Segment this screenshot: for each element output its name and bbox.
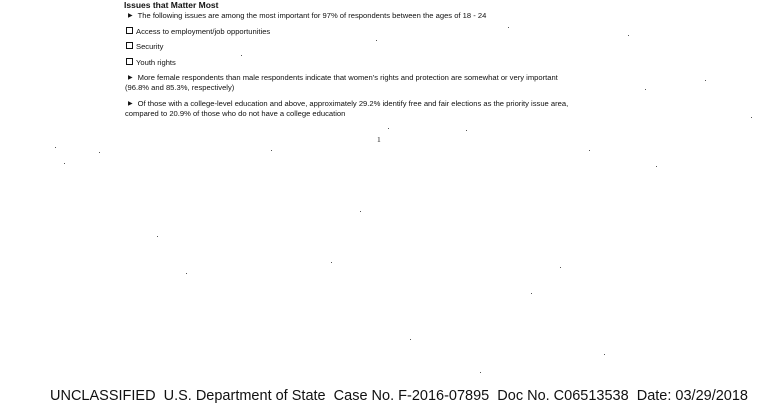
- bullet-text: Of those with a college-level education and above, approximately 29.2% identify free and fair elections as the priority issue area,: [137, 99, 569, 108]
- scan-speck: [751, 117, 752, 118]
- bullet-item-education: [128, 99, 568, 109]
- scan-speck: [55, 147, 56, 148]
- scan-speck: [331, 262, 332, 263]
- checkbox-icon: [126, 27, 133, 34]
- page-number: 1: [377, 135, 381, 144]
- scan-speck: [157, 236, 158, 237]
- scan-speck: [480, 372, 481, 373]
- scan-speck: [241, 55, 242, 56]
- bullet-item-age-issues: [128, 11, 486, 21]
- scan-speck: [99, 152, 100, 153]
- checklist-item-employment: [126, 27, 270, 37]
- checklist-label: Access to employment/job opportunities: [136, 27, 271, 36]
- checkbox-icon: [126, 42, 133, 49]
- scan-speck: [628, 35, 629, 36]
- checklist-label: Security: [136, 42, 164, 51]
- bullet-continuation: (96.8% and 85.3%, respectively): [125, 83, 235, 92]
- scan-speck: [531, 293, 532, 294]
- scan-speck: [186, 273, 187, 274]
- scan-speck: [604, 354, 605, 355]
- checklist-label: Youth rights: [136, 58, 176, 67]
- checklist-item-youth-rights: [126, 58, 176, 68]
- bullet-arrow-icon: ▶: [128, 75, 133, 81]
- scan-speck: [271, 150, 272, 151]
- scan-speck: [560, 267, 561, 268]
- bullet-continuation: compared to 20.9% of those who do not have a college education: [125, 109, 346, 118]
- bullet-item-women-rights: [128, 73, 558, 83]
- scan-speck: [360, 211, 361, 212]
- scan-speck: [645, 89, 646, 90]
- bullet-text: More female respondents than male respondents indicate that women's rights and protection are somewhat or very important: [137, 73, 558, 82]
- scan-speck: [705, 80, 706, 81]
- scan-speck: [410, 339, 411, 340]
- section-heading: Issues that Matter Most: [124, 0, 219, 10]
- declassification-footer: UNCLASSIFIED U.S. Department of State Case No. F-2016-07895 Doc No. C06513538 Date: 03/29/2018: [50, 388, 748, 404]
- checkbox-icon: [126, 58, 133, 65]
- bullet-arrow-icon: ▶: [128, 101, 133, 107]
- scan-speck: [466, 130, 467, 131]
- scan-speck: [589, 150, 590, 151]
- scan-speck: [64, 163, 65, 164]
- scan-speck: [376, 40, 377, 41]
- bullet-arrow-icon: ▶: [128, 13, 133, 19]
- bullet-text: The following issues are among the most important for 97% of respondents between the ages of 18 - 24: [137, 11, 487, 20]
- scan-speck: [388, 128, 389, 129]
- checklist-item-security: [126, 42, 163, 52]
- scan-speck: [508, 27, 509, 28]
- scan-speck: [656, 166, 657, 167]
